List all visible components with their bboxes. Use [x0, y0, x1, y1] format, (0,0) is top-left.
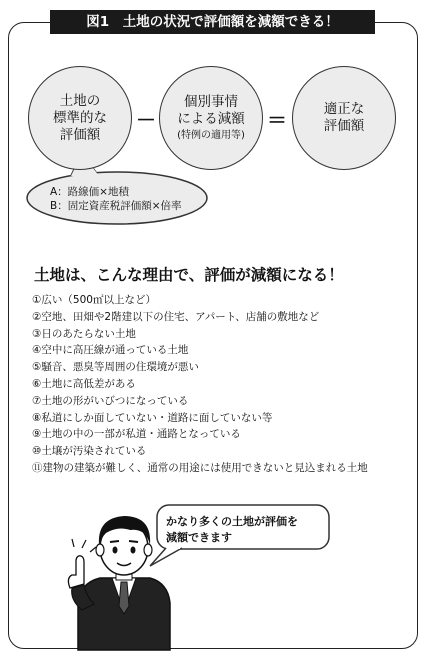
deduction-sublabel: (特例の適用等)	[177, 130, 245, 141]
section-heading: 土地は、こんな理由で、評価が減額になる！	[34, 266, 344, 284]
base-value-label: 土地の 標準的な 評価額	[53, 92, 107, 143]
speech-text: かなり多くの土地が評価を 減額できます	[166, 515, 298, 544]
deduction-label: 個別事情 による減額	[177, 94, 245, 127]
deduction-circle	[159, 66, 263, 170]
minus-operator: －	[136, 108, 156, 132]
list-item: ①広い（500㎡以上など）	[32, 294, 156, 306]
callout-text: A：路線価×地積 B：固定資産税評価額×倍率	[50, 186, 182, 212]
list-item: ⑪建物の建築が難しく、通常の用途には使用できないと見込まれる土地	[32, 461, 368, 474]
equals-operator: ＝	[267, 108, 287, 132]
list-item: ②空地、田畑や2階建以下の住宅、アパート、店舗の敷地など	[32, 310, 320, 323]
result-circle	[292, 66, 396, 170]
list-item: ③日のあたらない土地	[32, 327, 136, 340]
list-item: ⑧私道にしか面していない・道路に面していない等	[32, 411, 273, 424]
list-item: ⑤騒音、悪臭等周囲の住環境が悪い	[32, 361, 199, 374]
list-item: ⑩土壌が汚染されている	[32, 445, 147, 458]
businessman-icon	[68, 516, 170, 650]
reason-list	[32, 292, 368, 477]
list-item: ④空中に高圧線が通っている土地	[32, 344, 189, 357]
figure-title: 図1 土地の状況で評価額を減額できる！	[50, 10, 375, 34]
result-label: 適正な 評価額	[323, 101, 365, 134]
list-item: ⑨土地の中の一部が私道・通路となっている	[32, 428, 241, 441]
list-item: ⑥土地に高低差がある	[32, 377, 136, 390]
list-item: ⑦土地の形がいびつになっている	[32, 394, 189, 407]
base-value-circle	[28, 66, 132, 170]
